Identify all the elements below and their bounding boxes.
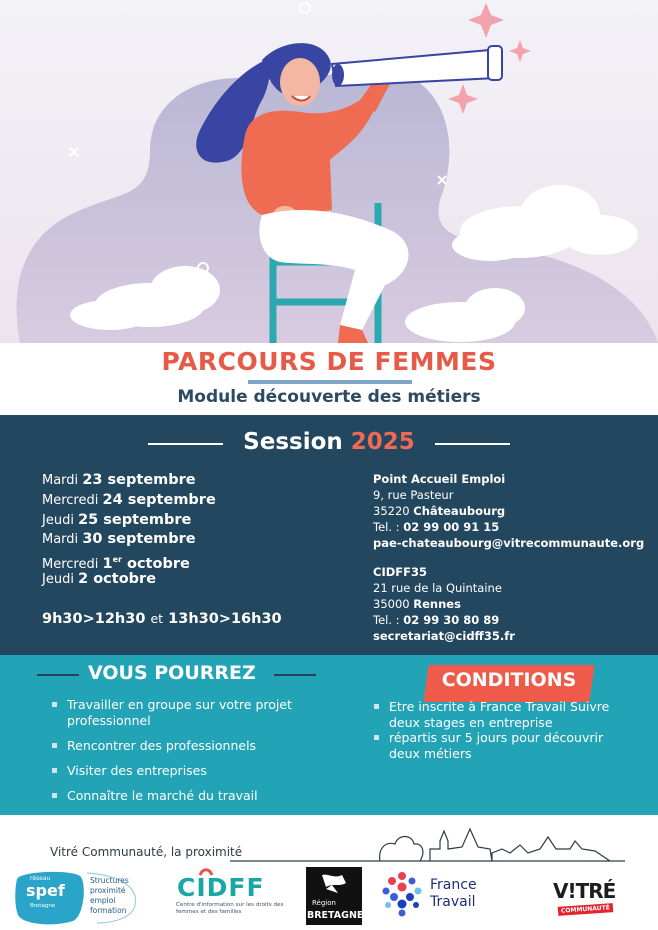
contact-name: Point Accueil Emploi <box>373 472 506 486</box>
date-day: Jeudi <box>42 512 74 528</box>
ft-line: France <box>430 877 477 893</box>
date-value: 25 septembre <box>78 511 192 528</box>
list-item: Connaître le marché du travail <box>52 788 352 804</box>
cidff-accent-icon <box>198 867 214 877</box>
france-travail-logo-icon <box>380 871 424 917</box>
spef-logo-words <box>90 876 129 916</box>
contact-email[interactable]: secretariat@cidff35.fr <box>373 629 515 643</box>
session-label: Session <box>243 429 343 455</box>
spef-word: formation <box>90 906 127 915</box>
date-row <box>42 550 216 573</box>
contact-postcode: 35000 <box>373 597 410 611</box>
date-row <box>42 491 216 511</box>
date-row <box>42 511 216 531</box>
conditions-list <box>374 699 634 761</box>
date-value: 1 <box>102 556 113 573</box>
spef-logo-text: spef <box>26 881 65 900</box>
session-dates <box>42 471 216 590</box>
date-day: Jeudi <box>42 571 74 587</box>
vitre-logo: V!TRÉ <box>553 879 616 903</box>
date-row <box>42 570 216 590</box>
vous-pourrez-list <box>52 697 352 813</box>
contact-block <box>373 564 515 644</box>
contact-city: Rennes <box>413 597 461 611</box>
session-heading <box>0 429 658 455</box>
contact-street: 21 rue de la Quintaine <box>373 581 502 595</box>
region-logo-text: BRETAGNE <box>307 910 364 921</box>
date-day: Mardi <box>42 473 79 488</box>
hero-illustration <box>0 0 658 343</box>
vitre-logo-sub: COMMUNAUTÉ <box>558 903 613 916</box>
hours-afternoon: 13h30>16h30 <box>168 611 282 627</box>
date-value: 23 septembre <box>82 472 196 488</box>
contact-tel-label: Tel. : <box>373 613 400 627</box>
footer-tagline: Vitré Communauté, la proximité <box>50 845 243 859</box>
spef-logo-top: réseau <box>30 875 51 882</box>
date-day: Mercredi <box>42 557 99 573</box>
date-row <box>42 530 216 550</box>
date-suffix: er <box>112 555 122 565</box>
list-item: Travailler en groupe sur votre projet professionnel <box>52 697 352 729</box>
hours-joiner: et <box>150 611 164 626</box>
region-logo-top: Région <box>312 899 336 907</box>
cidff-logo-sub: Centre d'information sur les droits des femmes et des familles <box>176 902 284 915</box>
session-year: 2025 <box>350 429 415 455</box>
ermine-icon <box>316 871 352 895</box>
list-item: Visiter des entreprises <box>52 763 352 779</box>
session-hours <box>42 611 282 627</box>
contact-tel: 02 99 00 91 15 <box>403 520 500 534</box>
contact-block <box>373 471 644 551</box>
list-item: Etre inscrite à France Travail Suivre deux stages en entreprise <box>374 699 634 730</box>
contact-postcode: 35220 <box>373 504 410 518</box>
france-travail-logo-text <box>430 877 477 911</box>
page-title: PARCOURS DE FEMMES <box>161 347 497 376</box>
footer <box>0 815 658 930</box>
spef-word: proximité <box>90 886 126 895</box>
divider <box>274 674 316 676</box>
title-underline <box>248 380 412 384</box>
spef-word: Structures <box>90 876 129 885</box>
title-block <box>0 343 658 415</box>
date-value: 24 septembre <box>102 491 216 508</box>
date-day: Mardi <box>42 532 79 548</box>
list-item: répartis sur 5 jours pour découvrir deux métiers <box>374 730 634 761</box>
session-panel <box>0 415 658 655</box>
date-value: 2 octobre <box>78 570 157 587</box>
woman-with-telescope-illustration <box>0 0 658 343</box>
details-panel <box>0 655 658 815</box>
hours-morning: 9h30>12h30 <box>42 611 146 627</box>
page-subtitle: Module découverte des métiers <box>177 387 481 407</box>
cidff-logo: CIDFF <box>177 873 265 902</box>
divider <box>37 674 79 676</box>
contact-city: Châteaubourg <box>413 504 506 518</box>
contact-email[interactable]: pae-chateaubourg@vitrecommunaute.org <box>373 536 645 550</box>
ft-line: Travail <box>430 894 476 910</box>
city-skyline-illustration <box>230 819 630 864</box>
conditions-title: CONDITIONS <box>441 669 577 691</box>
contact-street: 9, rue Pasteur <box>373 488 454 502</box>
date-value: octobre <box>121 556 190 573</box>
list-item: Rencontrer des professionnels <box>52 738 352 754</box>
date-value: 30 septembre <box>82 531 196 548</box>
contact-tel: 02 99 30 80 89 <box>403 613 500 627</box>
date-day: Mercredi <box>42 492 99 508</box>
contact-name: CIDFF35 <box>373 565 427 579</box>
spef-word: emploi <box>90 896 116 905</box>
date-row <box>42 471 216 491</box>
vous-pourrez-title: VOUS POURREZ <box>88 662 256 684</box>
spef-logo-sub: Bretagne <box>30 903 56 909</box>
contact-tel-label: Tel. : <box>373 520 400 534</box>
